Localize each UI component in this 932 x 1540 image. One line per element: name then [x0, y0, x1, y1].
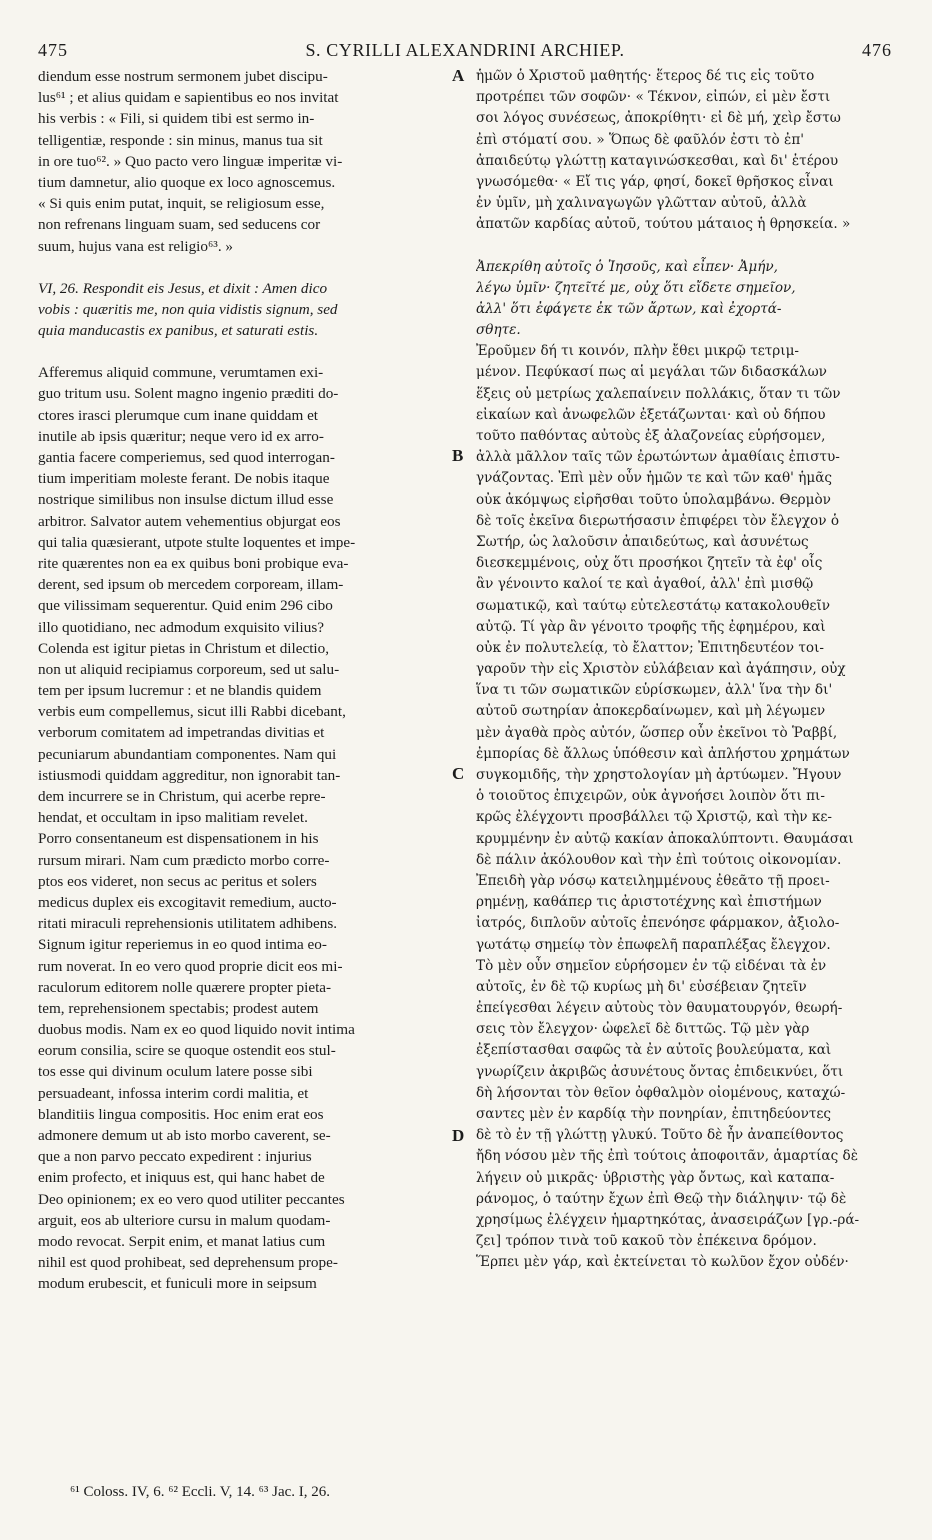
latin-text-line: Afferemus aliquid commune, verumtamen exi- [38, 364, 324, 382]
latin-text-line: Colenda est igitur pietas in Christum et dilectio, [38, 639, 330, 657]
latin-text-line: « Si quis enim putat, inquit, se religiosum esse, [38, 195, 325, 213]
greek-text-line: οὐκ ἐν πολυτελείᾳ, τὸ ἔλαττον; Ἐπιτηδευτέον τοι- [476, 639, 824, 656]
greek-text-line: ὁ τοιοῦτος ἐπιχειρῶν, οὐκ ἀγνοήσει λοιπὸν ὅτι πι- [476, 788, 825, 805]
section-marker-c: C [452, 764, 465, 783]
section-marker-a: A [452, 66, 465, 85]
latin-text-line: telligentiæ, responde : sin minus, manus tua sit [38, 131, 323, 149]
greek-text-line: ἐν ὑμῖν, μὴ χαλιναγωγῶν γλῶτταν αὐτοῦ, ἀλλὰ [476, 195, 807, 212]
greek-text-line: διεσκεμμένοις, οὐχ ὅτι προσήκοι ζητεῖν τὰ ἐφ' οἷς [476, 555, 823, 572]
greek-text-line: δὲ πάλιν ἀκόλουθον καὶ τὴν ἐπὶ τούτοις οἰκονομίαν. [476, 851, 842, 868]
greek-text-line: ἐξεπίστασθαι σαφῶς τὰ ἐν αὐτοῖς βουλεύματα, καὶ [476, 1042, 832, 1059]
latin-text-line: blanditiis lingua compositis. Hoc enim erat eos [38, 1105, 324, 1123]
latin-text-line: hendat, et occultam in ipso malitiam revelet. [38, 809, 308, 827]
latin-text-line: tem per ipsum lucremur : et ne blandis quidem [38, 682, 322, 700]
latin-text-line: que vilissimam sequerentur. Quid enim 296 cibo [38, 597, 333, 615]
greek-text-line: τοῦτο παθόντας αὐτοὺς ἐξ ἀλαζονείας εὑρήσομεν, [476, 428, 826, 444]
latin-heading-line: VI, 26. Respondit eis Jesus, et dixit : Amen dico [38, 279, 328, 297]
latin-text-line: persuadeant, infossa interim cordi malitia, et [38, 1084, 309, 1102]
greek-heading-line: ἀλλ' ὅτι ἐφάγετε ἐκ τῶν ἄρτων, καὶ ἐχορτά- [476, 300, 782, 317]
latin-text-line: dem incurrere se in Christum, qui acerbe repre- [38, 788, 326, 805]
greek-text-line: προτρέπει τῶν σοφῶν· « Τέκνον, εἰπών, εἰ μὲν ἔστι [476, 89, 831, 106]
latin-text-line: que a non parvo peccato expedirent : injurius [38, 1148, 312, 1166]
greek-text-line: ἕξεις οὐ μετρίως χαλεπαίνειν πολλάκις, ὅταν τι τῶν [476, 385, 841, 402]
greek-text-line: ρημένῃ, καθάπερ τις ἀριστοτέχνης καὶ ἐπιστήμων [476, 894, 822, 911]
latin-text-line: Porro consentaneum est dispensationem in his [38, 830, 319, 848]
footnotes: ⁶¹ Coloss. IV, 6. ⁶² Eccli. V, 14. ⁶³ Jac. I, 26. [70, 1484, 331, 1500]
greek-text-line: σοι λόγος συνέσεως, ἀποκρίθητι· εἰ δὲ μή, χεὶρ ἔστω [476, 110, 841, 127]
paragraph-gap [38, 257, 456, 278]
greek-text-line: γνωρίζειν ἀκριβῶς ἀσυνέτους ὄντας ἐπιδεικνύει, ὅτι [476, 1063, 844, 1080]
greek-text-line: μένον. Πεφύκασί πως αἱ μεγάλαι τῶν διδασκάλων [476, 364, 827, 381]
greek-text-line: χρησίμως ἐλέγχειν ἡμαρτηκότας, ἀνασειράζων [γρ.-ρά- [476, 1211, 860, 1228]
greek-text-line: γωτάτῳ σημείῳ τὸν ἐπωφελῆ παραπλέξας ἔλεγχον. [476, 936, 831, 953]
latin-text-line: Deo opinionem; ex eo vero quod utiliter peccantes [38, 1190, 345, 1208]
greek-text-line: ἐπείγεσθαι λέγειν αὐτοὺς τὸν θαυματουργόν, θεωρή- [476, 1000, 843, 1017]
greek-text-line: εἰκαίων καὶ ἀνωφελῶν ἐξετάζωνται· καὶ οὐ δήπου [476, 406, 826, 423]
latin-text-line: modo revocat. Serpit enim, et manat latius cum [38, 1232, 326, 1250]
greek-text-line: ράνομος, ὁ ταύτην ἔχων ἐπὶ Θεῷ τὴν διάληψιν· τῷ δὲ [476, 1190, 847, 1207]
greek-text-line: ἐπὶ στόματί σου. » Ὅπως δὲ φαῦλόν ἐστι τὸ ἐπ' [476, 131, 804, 148]
greek-text-line: αὐτοῖς, ἐν δὲ τῷ κυρίως μὴ δι' εὐσέβειαν ζητεῖν [476, 978, 807, 995]
latin-text-line: lus⁶¹ ; et alius quidam e sapientibus eo nos invitat [38, 89, 339, 107]
greek-text-line: ἐμπορίας δὲ ἄλλως ὑπόθεσιν καὶ ἀπλήστου χρημάτων [476, 745, 850, 762]
greek-text-line: ἵνα τι τῶν σωματικῶν εὑρίσκωμεν, ἀλλ' ἵνα τὴν δι' [476, 682, 833, 699]
latin-text-line: ctores irasci plerumque cum inane quiddam et [38, 406, 319, 424]
latin-text-line: non refrenans linguam suam, sed seducens cor [38, 216, 321, 234]
latin-text-line: verborum comitatem ad impetrandas divitias et [38, 724, 325, 742]
greek-text-line: λήγειν οὐ μικρᾶς· ὑβριστὴς γὰρ ὄντως, καὶ καταπα- [476, 1169, 835, 1186]
latin-text-line: eorum consilia, scire se quoque ostendit eos stul- [38, 1042, 336, 1060]
greek-text-line: σωματικῷ, καὶ ταύτῳ εὐτελεστάτῳ κατακολουθεῖν [476, 597, 831, 614]
latin-text-line: modum erubescit, et funiculi more in seipsum [38, 1275, 317, 1293]
latin-text-line: raculorum editorem nolle quærere propter pieta- [38, 978, 332, 996]
greek-text-line: ζει] τρόπον τινὰ τοῦ κακοῦ τὸν ἐπέκεινα δρόμον. [476, 1233, 817, 1250]
section-marker-d: D [452, 1126, 465, 1145]
greek-text-line: Ἕρπει μὲν γάρ, καὶ ἐκτείνεται τὸ κωλῦον ἔχον οὐδέν· [476, 1254, 849, 1271]
latin-text-line: arguit, eos ab ulteriore cursu in malum quodam- [38, 1211, 331, 1229]
greek-text-line: μὲν ἀγαθὰ πρὸς αὐτόν, ὥσπερ οὖν ἐκεῖνοι τὸ Ῥαββί, [476, 724, 838, 741]
latin-text-line: enim profecto, et iniquus est, qui hanc habet de [38, 1169, 325, 1187]
greek-text-line: Ἐροῦμεν δή τι κοινόν, πλὴν ἔθει μικρῷ τετριμ- [476, 343, 800, 360]
greek-text-line: Τὸ μὲν οὖν σημεῖον εὑρήσομεν ἐν τῷ εἰδέναι τὰ ἐν [476, 957, 827, 974]
latin-text-line: illo quotidiano, nec admodum exquisito vilius? [38, 618, 324, 636]
latin-text-line: tem, reprehensionem spectabis; prodest autem [38, 999, 319, 1017]
greek-text-line: ἡμῶν ὁ Χριστοῦ μαθητής· ἕτερος δέ τις εἰς τοῦτο [476, 68, 815, 84]
latin-text-line: rum noverat. In eo vero quod proprie dicit eos mi- [38, 957, 343, 975]
latin-text-line: medicus duplex eis excogitavit remedium, aucto- [38, 893, 337, 911]
latin-heading-line: vobis : quæritis me, non quia vidistis signum, sed [38, 300, 338, 318]
greek-text-line: αὐτῷ. Τί γὰρ ἂν γένοιτο τροφῆς τῆς ἐφημέρου, καὶ [476, 618, 826, 635]
latin-text-line: suum, hujus vana est religio⁶³. » [38, 237, 234, 255]
latin-text-line: ptos eos videret, non secus ac peritus et solers [38, 872, 317, 890]
greek-text-line: αὐτοῦ σωτηρίαν ἀποκερδαίνωμεν, καὶ μὴ λέγωμεν [476, 703, 826, 720]
greek-text-line: ἀπαιδεύτῳ γλώττῃ καταγινώσκεσθαι, καὶ δι' ἑτέρου [476, 152, 839, 169]
right-page-number: 476 [862, 40, 892, 60]
latin-text-line: arbitror. Salvator autem vehementius objurgat eos [38, 512, 341, 530]
greek-heading-line: Ἀπεκρίθη αὐτοῖς ὁ Ἰησοῦς, καὶ εἶπεν· Ἀμήν, [476, 258, 778, 275]
latin-text-line: Signum igitur reperiemus in eo quod intima eo- [38, 936, 327, 954]
latin-text-line: nihil est quod prohibeat, sed deprehensum prope- [38, 1254, 338, 1272]
greek-heading-line: σθητε. [476, 322, 521, 339]
latin-text-line: qui talia quæsierant, utpote stulte loquentes et impe- [38, 533, 356, 551]
greek-text-line: σεις τὸν ἔλεγχον· ὠφελεῖ δὲ διττῶς. Τῷ μὲν γὰρ [476, 1021, 810, 1038]
latin-text-line: pecuniarum abundantiam componentes. Nam qui [38, 745, 337, 763]
greek-text-line: δὴ λήσονται τὸν θεῖον ὀφθαλμὸν οἰομένους, καταχώ- [476, 1084, 846, 1101]
latin-text-line: ritati miraculi reprehensionis utilitatem adhibens. [38, 915, 338, 933]
greek-text-line: συγκομιδῆς, τὴν χρηστολογίαν μὴ ἀρτύωμεν. Ἤγουν [476, 767, 842, 783]
latin-text-line: his verbis : « Fili, si quidem tibi est sermo in- [38, 110, 315, 128]
latin-text-line: tium imperitiam moleste ferant. De nobis itaque [38, 470, 330, 488]
greek-text-line: ἤδη νόσου μὲν τῆς ἐπὶ τούτοις ἀποφοιτᾶν, ἁμαρτίας δὲ [476, 1148, 858, 1165]
section-marker-b: B [452, 446, 464, 465]
page-header [38, 40, 892, 66]
latin-text-line: inutile ab ipsis quæritur; neque vero id ex arro- [38, 427, 324, 445]
latin-text-line: derent, sed ipsum ob mercedem corpoream, illam- [38, 576, 344, 594]
greek-text-line: οὐκ ἀκόμψως εἰρῆσθαι τοῦτο ὑπολαμβάνω. Θερμὸν [476, 491, 831, 508]
greek-text-line: δὲ τοῖς ἐκεῖνα διερωτήσασιν ἐπιφέρει τὸν ἔλεγχον ὁ [476, 512, 840, 529]
paragraph-gap [476, 236, 896, 257]
greek-text-line: κρῶς ἐλέγχοντι προσβάλλει τῷ Χριστῷ, καὶ τὴν κε- [476, 809, 832, 826]
greek-text-line: Σωτήρ, ὡς λαλοῦσιν ἀπαιδεύτως, καὶ ἀσυνέτως [476, 533, 809, 550]
latin-text-line: duobus modis. Nam ex eo quod liquido novit intima [38, 1021, 355, 1039]
paragraph-gap [38, 341, 456, 362]
latin-text-line: verbis eum compellemus, sicut illi Rabbi dicebant, [38, 703, 346, 721]
latin-text-line: rursum mirari. Nam cum prædicto morbo corre- [38, 851, 330, 869]
latin-text-line: istiusmodi quiddam aggreditur, non ignorabit tan- [38, 766, 341, 784]
latin-text-line: nostrique similibus non insulse dictum illud esse [38, 491, 334, 509]
greek-column [476, 66, 896, 1274]
greek-text-line: σαντες μὲν ἐν καρδίᾳ τὴν πονηρίαν, ἐπιτηδεύοντες [476, 1106, 832, 1122]
greek-text-line: κρυμμένην ἐν αὐτῷ κακίαν ἀποκαλύπτοντι. Θαυμάσαι [476, 830, 854, 847]
greek-text-line: δὲ τὸ ἐν τῇ γλώττῃ γλυκύ. Τοῦτο δὲ ἦν ἀναπείθοντος [476, 1127, 844, 1144]
latin-column [38, 66, 456, 1295]
latin-text-line: diendum esse nostrum sermonem jubet discipu- [38, 68, 328, 85]
greek-text-line: ἀλλὰ μᾶλλον ταῖς τῶν ἐρωτώντων ἀμαθίαις ἐπιστυ- [476, 449, 840, 466]
latin-heading-line: quia manducastis ex panibus, et saturati estis. [38, 322, 319, 340]
latin-text-line: tium damnetur, alio quoque ex loco agnoscemus. [38, 173, 336, 191]
latin-text-line: gantia facere comperiemus, sed quod interrogan- [38, 449, 335, 466]
greek-heading-line: λέγω ὑμῖν· ζητεῖτέ με, οὐχ ὅτι εἴδετε σημεῖον, [476, 279, 796, 296]
greek-text-line: γαροῦν τὴν εἰς Χριστὸν εὐλάβειαν καὶ ἀγάπησιν, οὐχ [476, 661, 846, 678]
greek-text-line: ἀπατῶν καρδίας αὐτοῦ, τούτου μάταιος ἡ θρησκεία. » [476, 216, 851, 233]
latin-text-line: tos esse qui divinum oculum latere posse sibi [38, 1063, 313, 1081]
running-title: S. CYRILLI ALEXANDRINI ARCHIEP. [305, 40, 625, 60]
greek-text-line: ἰατρός, διπλοῦν αὐτοῖς ἐπενόησε φάρμακον, ἀξιολο- [476, 915, 840, 932]
greek-text-line: γνάζοντας. Ἐπὶ μὲν οὖν ἡμῶν τε καὶ τῶν καθ' ἡμᾶς [476, 470, 833, 487]
left-page-number: 475 [38, 40, 68, 60]
latin-text-line: guo tritum usu. Solent magno ingenio præditi do- [38, 385, 339, 403]
latin-text-line: non ut aliquid recipiamus corporeum, sed ut salu- [38, 660, 340, 678]
greek-text-line: Ἐπειδὴ γὰρ νόσῳ κατειλημμένους ἐθεᾶτο τῇ προει- [476, 872, 830, 889]
latin-text-line: admonere demum ut ab isto morbo caverent, se- [38, 1127, 331, 1144]
greek-text-line: ἂν γένοιντο καλοί τε καὶ ἀγαθοί, ἀλλ' ἐπὶ μισθῷ [476, 576, 814, 593]
latin-text-line: in ore tuo⁶². » Quo pacto vero linguæ imperitæ vi- [38, 152, 343, 170]
greek-text-line: γνωσόμεθα· « Εἴ τις γάρ, φησί, δοκεῖ θρῆσκος εἶναι [476, 173, 834, 190]
latin-text-line: rite quærentes non ea ex quibus boni probique eva- [38, 554, 349, 572]
